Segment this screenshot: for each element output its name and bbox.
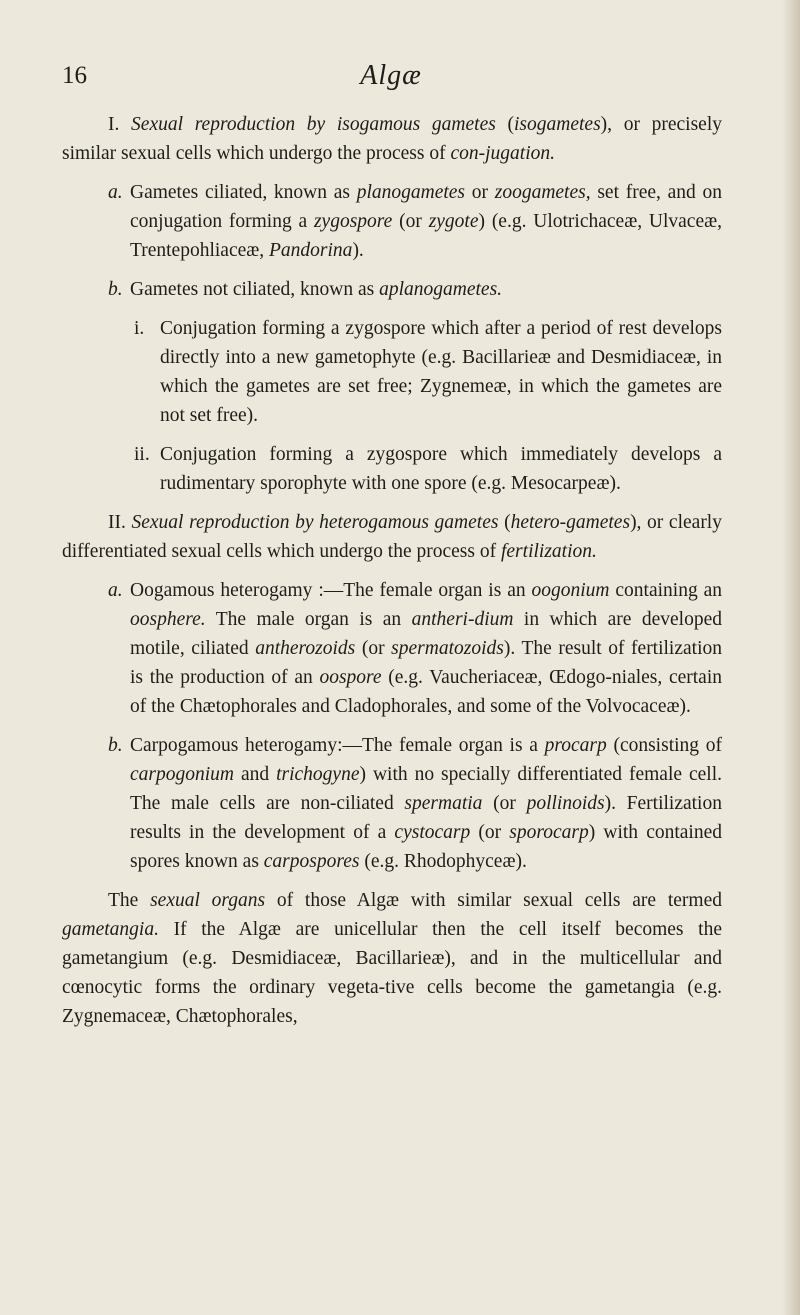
item-text: Gametes ciliated, known as planogametes or zoogametes, set free, and on conjugation forming a zygospore (or zygote) (e.g. Ulotrichaceæ, Ulvaceæ, Trentepohliaceæ, Pandorina). (130, 182, 722, 261)
subitem-text: Conjugation forming a zygospore which immediately develops a rudimentary sporophyte with one spore (e.g. Mesocarpeæ). (160, 444, 722, 494)
italic-term: zygote (428, 211, 479, 232)
subitem-label: i. (134, 318, 145, 339)
page-number: 16 (62, 62, 87, 89)
italic-term: isogametes (514, 114, 601, 135)
item-label: b. (108, 735, 123, 756)
italic-term: procarp (544, 735, 607, 756)
italic-term: fertilization. (500, 541, 597, 562)
italic-term: oospore (319, 667, 382, 688)
page-body (62, 110, 722, 1041)
section-1-item-b-ii (62, 440, 722, 498)
running-title: Algæ (360, 60, 422, 91)
italic-term: zygospore (313, 211, 393, 232)
italic-term: spermatia (404, 793, 483, 814)
italic-term: antherozoids (255, 638, 356, 659)
italic-term: trichogyne (276, 764, 360, 785)
italic-term: zoogametes, (494, 182, 591, 203)
section-1-item-a (62, 178, 722, 265)
closing-paragraph: The sexual organs of those Algæ with similar sexual cells are termed gametangia. If the Algæ are unicellular then the cell itself becomes the gametangium (e.g. Desmidiaceæ, Bacillarieæ), and in the multicellular and cœnocytic forms the ordinary vegeta-tive cells become the gametangia (e.g. Zygnemaceæ, Chætophorales, (62, 890, 722, 1027)
italic-term: carpospores (263, 851, 360, 872)
subitem-text: Conjugation forming a zygospore which after a period of rest develops directly into a new gametophyte (e.g. Bacillarieæ and Desmidiaceæ, in which the gametes are set free; Zygnemeæ, in which the gametes are not set free). (160, 318, 722, 426)
italic-term: sexual organs (150, 890, 266, 911)
italic-term: Pandorina (269, 240, 353, 261)
subitem-label: ii. (134, 444, 150, 465)
section-1-item-b-i (62, 314, 722, 430)
italic-term: spermatozoids (391, 638, 504, 659)
italic-term: Sexual reproduction by isogamous gametes (131, 114, 496, 135)
page-edge-shadow (782, 0, 800, 1315)
italic-term: oogonium (531, 580, 610, 601)
italic-term: carpogonium (130, 764, 234, 785)
italic-term: oosphere. (130, 609, 206, 630)
item-label: a. (108, 182, 123, 203)
italic-term: cystocarp (394, 822, 471, 843)
italic-term: aplanogametes. (379, 279, 503, 300)
italic-term: sporocarp (509, 822, 589, 843)
item-label: a. (108, 580, 123, 601)
item-text: Oogamous heterogamy :—The female organ is an oogonium containing an oosphere. The male organ is an antheri-dium in which are developed motile, ciliated antherozoids (or spermatozoids). The result of fertilization is the production of an oospore (e.g. Vaucheriaceæ, Œdogo-niales, certain of the Chætophorales and Cladophorales, and some of the Volvocaceæ). (130, 580, 722, 717)
italic-term: con-jugation. (450, 143, 555, 164)
item-text: Carpogamous heterogamy:—The female organ is a procarp (consisting of carpogonium and trichogyne) with no specially differentiated female cell. The male cells are non-ciliated spermatia (or pollinoids). Fertilization results in the development of a cystocarp (or sporocarp) with contained spores known as carpospores (e.g. Rhodophyceæ). (130, 735, 722, 872)
section-2-intro: II. Sexual reproduction by heterogamous gametes (hetero-gametes), or clearly differentiated sexual cells which undergo the process of fertilization. (62, 512, 722, 562)
section-1-item-b (62, 275, 722, 304)
section-2-item-b (62, 731, 722, 876)
italic-term: hetero-gametes (510, 512, 631, 533)
italic-term: gametangia. (62, 919, 159, 940)
italic-term: pollinoids (526, 793, 605, 814)
italic-term: planogametes (356, 182, 466, 203)
section-1-intro: I. Sexual reproduction by isogamous gametes (isogametes), or precisely similar sexual cells which undergo the process of con-jugation. (62, 114, 722, 164)
italic-term: antheri-dium (411, 609, 514, 630)
page-header (62, 62, 720, 98)
section-2-item-a (62, 576, 722, 721)
item-text: Gametes not ciliated, known as aplanogametes. (130, 279, 503, 300)
item-label: b. (108, 279, 123, 300)
italic-term: Sexual reproduction by heterogamous gametes (131, 512, 499, 533)
